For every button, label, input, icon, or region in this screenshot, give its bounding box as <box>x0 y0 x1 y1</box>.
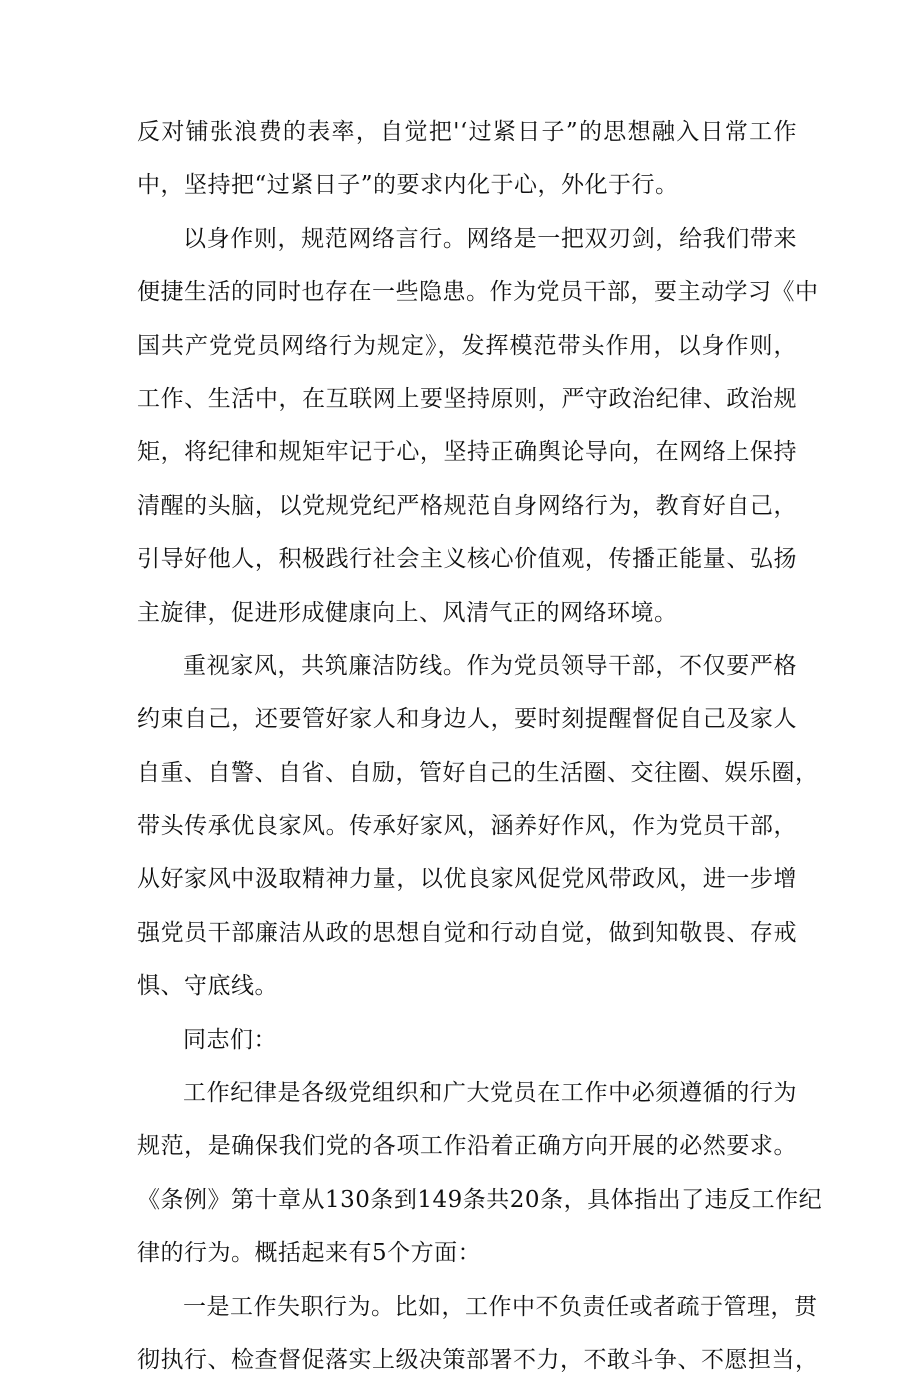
text-line-5: 国共产党党员网络行为规定》，发挥模范带头作用，以身作则， <box>137 332 797 359</box>
text-line-9: 引导好他人，积极践行社会主义核心价值观，传播正能量、弘扬 <box>137 546 797 573</box>
text-line-15: 从好家风中汲取精神力量，以优良家风促党风带政风，进一步增 <box>137 866 797 893</box>
paragraph-work-discipline: 工作纪律是各级党组织和广大党员在工作中必须遵循的行为 <box>183 1080 797 1107</box>
paragraph-heading-family-values: 重视家风，共筑廉洁防线。作为党员领导干部，不仅要严格 <box>183 652 797 679</box>
text-line-10: 主旋律，促进形成健康向上、风清气正的网络环境。 <box>137 599 678 626</box>
text-line-21: 《条例》第十章从130条到149条共20条，具体指出了违反工作纪 <box>137 1186 823 1213</box>
text-line-20: 规范，是确保我们党的各项工作沿着正确方向开展的必然要求。 <box>137 1133 797 1160</box>
text-line-14: 带头传承优良家风。传承好家风，涵养好作风，作为党员干部， <box>137 813 797 840</box>
text-line-2: 中，坚持把“过紧日子”的要求内化于心，外化于行。 <box>137 172 679 199</box>
text-line-17: 惧、守底线。 <box>137 973 278 1000</box>
text-line-16: 强党员干部廉洁从政的思想自觉和行动自觉，做到知敬畏、存戒 <box>137 919 797 946</box>
body-text <box>137 106 823 1387</box>
text-line-24: 彻执行、检查督促落实上级决策部署不力，不敢斗争、不愿担当， <box>137 1346 819 1373</box>
text-line-4: 便捷生活的同时也存在一些隐患。作为党员干部，要主动学习《中 <box>137 279 819 306</box>
text-line-13: 自重、自警、自省、自励，管好自己的生活圈、交往圈、娱乐圈， <box>137 759 819 786</box>
text-line-12: 约束自己，还要管好家人和身边人，要时刻提醒督促自己及家人 <box>137 706 797 733</box>
text-line-8: 清醒的头脑，以党规党纪严格规范自身网络行为，教育好自己， <box>137 492 797 519</box>
text-line-6: 工作、生活中，在互联网上要坚持原则，严守政治纪律、政治规 <box>137 385 797 412</box>
paragraph-heading-network-conduct: 以身作则，规范网络言行。网络是一把双刃剑，给我们带来 <box>183 225 797 252</box>
text-line-1: 反对铺张浪费的表率，自觉把'‘过紧日子”的思想融入日常工作 <box>137 119 797 145</box>
paragraph-item-one: 一是工作失职行为。比如，工作中不负责任或者疏于管理，贯 <box>183 1293 818 1320</box>
text-line-7: 矩，将纪律和规矩牢记于心，坚持正确舆论导向，在网络上保持 <box>137 439 797 466</box>
salutation: 同志们： <box>183 1026 277 1053</box>
text-line-22: 律的行为。概括起来有5个方面： <box>137 1240 482 1267</box>
